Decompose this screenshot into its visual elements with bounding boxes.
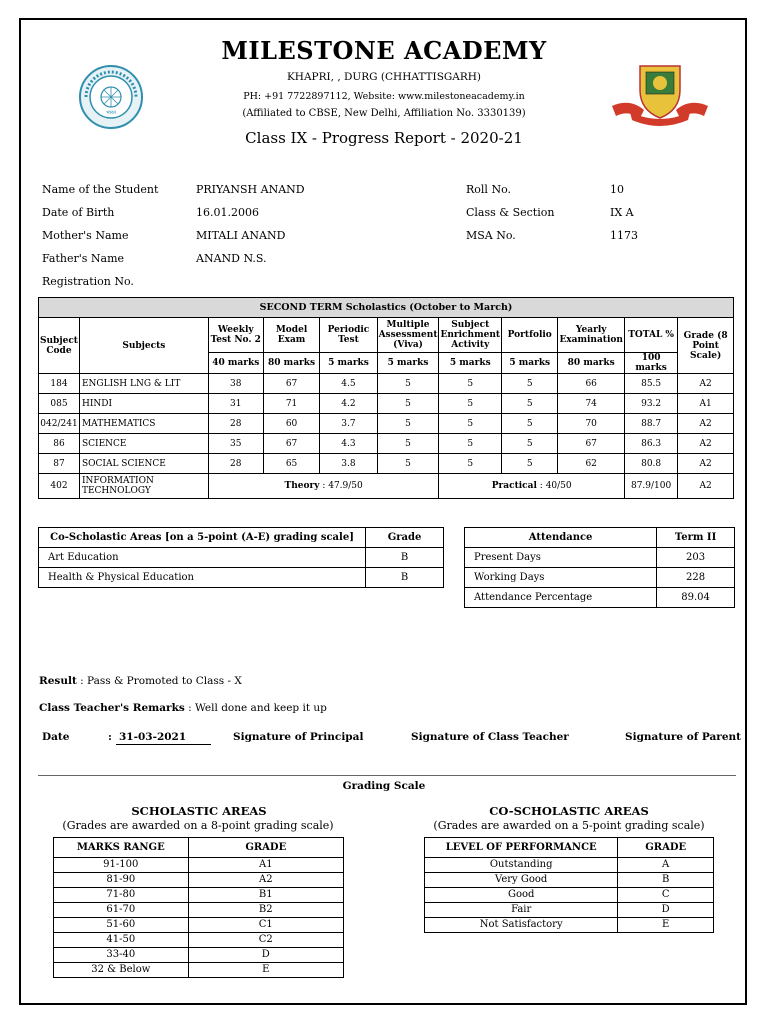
performance-level: Very Good [425,873,618,888]
marks-range: 91-100 [54,858,189,873]
portfolio-score: 5 [502,454,558,474]
subject-code: 87 [39,454,80,474]
performance-level: Outstanding [425,858,618,873]
col-portfolio: Portfolio [502,318,558,353]
father-name-label: Father's Name [42,252,125,265]
remarks-value: : Well done and keep it up [188,702,327,714]
portfolio-score: 5 [502,374,558,394]
table-row-it [39,474,734,499]
enrichment-score: 5 [439,414,502,434]
registration-label: Registration No. [42,275,134,288]
weekly-score: 28 [208,414,263,434]
mother-name: MITALI ANAND [196,229,286,242]
result-value: : Pass & Promoted to Class - X [80,675,242,687]
col-model-exam: Model Exam [263,318,320,353]
coscholastic-areas-sub: (Grades are awarded on a 5-point grading scale) [433,819,705,832]
attendance-term-header: Term II [657,528,735,548]
table-row [425,903,714,918]
result-label: Result [39,675,77,687]
subject-code: 402 [39,474,80,499]
table-row [39,434,734,454]
model-score: 60 [263,414,320,434]
multiple-score: 5 [377,394,439,414]
table-row [425,873,714,888]
yearly-score: 74 [558,394,625,414]
periodic-score: 3.8 [320,454,377,474]
subject-name: SCIENCE [79,434,208,454]
father-name: ANAND N.S. [196,252,267,265]
msa-value: 1173 [610,229,638,242]
coscholastic-grade: B [366,548,444,568]
enrichment-score: 5 [439,394,502,414]
school-name: MILESTONE ACADEMY [221,36,547,65]
table-row [54,918,344,933]
grade-header: GRADE [618,838,714,858]
theory-label: Theory [284,481,320,491]
grade: C2 [188,933,343,948]
coscholastic-table [38,527,444,588]
enrichment-score: 5 [439,454,502,474]
attendance-value: 228 [657,568,735,588]
table-row [465,588,735,608]
table-row [54,933,344,948]
grade: E [188,963,343,978]
weekly-score: 31 [208,394,263,414]
yearly-score: 70 [558,414,625,434]
total-score: 86.3 [624,434,677,454]
table-row [39,548,444,568]
marks-portfolio: 5 marks [502,353,558,374]
periodic-score: 3.7 [320,414,377,434]
table-row [425,918,714,933]
total-score: 85.5 [624,374,677,394]
mother-name-label: Mother's Name [42,229,129,242]
scholastic-band-title: SECOND TERM Scholastics (October to March) [39,298,734,318]
portfolio-score: 5 [502,434,558,454]
coscholastic-areas-title: CO-SCHOLASTIC AREAS [489,804,649,818]
roll-value: 10 [610,183,624,196]
performance-level: Good [425,888,618,903]
table-row [54,873,344,888]
enrichment-score: 5 [439,434,502,454]
col-periodic-test: Periodic Test [320,318,377,353]
marks-range: 33-40 [54,948,189,963]
table-row [54,888,344,903]
yearly-score: 62 [558,454,625,474]
yearly-score: 66 [558,374,625,394]
grade-header: GRADE [188,838,343,858]
subject-name: MATHEMATICS [79,414,208,434]
table-row [39,454,734,474]
table-row [39,374,734,394]
date-label: Date [42,731,70,743]
theory-value: : 47.9/50 [322,481,363,491]
table-row [425,858,714,873]
remarks-label: Class Teacher's Remarks [39,702,185,714]
col-total: TOTAL % [624,318,677,353]
subject-code: 184 [39,374,80,394]
grade: D [188,948,343,963]
table-row [465,548,735,568]
attendance-label: Working Days [465,568,657,588]
dob-label: Date of Birth [42,206,115,219]
marks-periodic: 5 marks [320,353,377,374]
student-name-label: Name of the Student [42,183,159,196]
enrichment-score: 5 [439,374,502,394]
periodic-score: 4.2 [320,394,377,414]
marks-enrichment: 5 marks [439,353,502,374]
table-row [54,903,344,918]
class-section-value: IX A [610,206,634,219]
cbse-logo-text: भारत [106,110,116,116]
model-score: 67 [263,434,320,454]
level-of-performance-header: LEVEL OF PERFORMANCE [425,838,618,858]
marks-model: 80 marks [263,353,320,374]
grade-value: A2 [678,474,734,499]
date-colon: : [108,731,112,743]
weekly-score: 28 [208,454,263,474]
class-section-label: Class & Section [466,206,555,219]
grade-value: A1 [678,394,734,414]
date-value-text: 31-03-2021 [119,731,187,743]
coscholastic-grade-table [424,837,714,933]
school-address: KHAPRI, , DURG (CHHATTISGARH) [286,71,482,83]
model-score: 65 [263,454,320,474]
subject-name: HINDI [79,394,208,414]
remarks-line [39,702,327,714]
practical-label: Practical [491,481,537,491]
periodic-score: 4.5 [320,374,377,394]
table-row [39,394,734,414]
it-theory [208,474,439,499]
model-score: 71 [263,394,320,414]
yearly-score: 67 [558,434,625,454]
coscholastic-grade-header: Grade [366,528,444,548]
subject-code: 085 [39,394,80,414]
col-yearly-exam: Yearly Examination [558,318,625,353]
table-row [39,414,734,434]
scholastic-grade-table [53,837,344,978]
result-line [39,675,242,687]
marks-total: 100 marks [624,353,677,374]
student-name: PRIYANSH ANAND [196,183,305,196]
multiple-score: 5 [377,454,439,474]
multiple-score: 5 [377,414,439,434]
marks-range: 61-70 [54,903,189,918]
marks-range: 41-50 [54,933,189,948]
periodic-score: 4.3 [320,434,377,454]
school-contact: PH: +91 7722897112, Website: www.milestoneacademy.in [243,91,525,102]
signature-principal: Signature of Principal [233,731,364,743]
dob-value: 16.01.2006 [196,206,259,219]
col-subjects: Subjects [79,318,208,374]
grade: B [618,873,714,888]
grade: B1 [188,888,343,903]
performance-level: Fair [425,903,618,918]
attendance-label: Present Days [465,548,657,568]
marks-weekly: 40 marks [208,353,263,374]
table-row [425,888,714,903]
performance-level: Not Satisfactory [425,918,618,933]
attendance-label: Attendance Percentage [465,588,657,608]
attendance-value: 89.04 [657,588,735,608]
date-value [116,731,211,745]
grade: B2 [188,903,343,918]
portfolio-score: 5 [502,394,558,414]
total-score: 93.2 [624,394,677,414]
scholastic-areas-sub: (Grades are awarded on a 8-point grading scale) [62,819,334,832]
grade: C [618,888,714,903]
weekly-score: 35 [208,434,263,454]
subject-name: ENGLISH LNG & LIT [79,374,208,394]
table-row [54,948,344,963]
grade-value: A2 [678,434,734,454]
grade-value: A2 [678,374,734,394]
attendance-header: Attendance [465,528,657,548]
coscholastic-area: Art Education [39,548,366,568]
grade: A [618,858,714,873]
weekly-score: 38 [208,374,263,394]
portfolio-score: 5 [502,414,558,434]
marks-range: 71-80 [54,888,189,903]
grade: A2 [188,873,343,888]
msa-label: MSA No. [466,229,516,242]
grade: C1 [188,918,343,933]
col-weekly-test: Weekly Test No. 2 [208,318,263,353]
multiple-score: 5 [377,434,439,454]
marks-multiple: 5 marks [377,353,439,374]
model-score: 67 [263,374,320,394]
grade-value: A2 [678,454,734,474]
col-subject-enrichment: Subject Enrichment Activity [439,318,502,353]
practical-value: : 40/50 [539,481,572,491]
coscholastic-grade: B [366,568,444,588]
coscholastic-area: Health & Physical Education [39,568,366,588]
subject-code: 042/241 [39,414,80,434]
roll-label: Roll No. [466,183,511,196]
table-row [39,568,444,588]
grade: D [618,903,714,918]
grade: A1 [188,858,343,873]
coscholastic-area-header: Co-Scholastic Areas [on a 5-point (A-E) grading scale] [39,528,366,548]
marks-range: 81-90 [54,873,189,888]
divider [38,775,736,776]
total-score: 87.9/100 [624,474,677,499]
col-multiple-assessment: Multiple Assessment (Viva) [377,318,439,353]
col-grade: Grade (8 Point Scale) [678,318,734,374]
grading-scale-title: Grading Scale [342,780,426,792]
table-row [54,858,344,873]
col-subject-code: Subject Code [39,318,80,374]
table-row [54,963,344,978]
table-row [465,568,735,588]
grade-value: A2 [678,414,734,434]
subject-code: 86 [39,434,80,454]
total-score: 80.8 [624,454,677,474]
grade: E [618,918,714,933]
total-score: 88.7 [624,414,677,434]
marks-range: 51-60 [54,918,189,933]
marks-range-header: MARKS RANGE [54,838,189,858]
report-title: Class IX - Progress Report - 2020-21 [245,129,523,147]
scholastic-areas-title: SCHOLASTIC AREAS [131,804,267,818]
it-practical [439,474,624,499]
multiple-score: 5 [377,374,439,394]
subject-name: SOCIAL SCIENCE [79,454,208,474]
signature-class-teacher: Signature of Class Teacher [411,731,569,743]
attendance-table [464,527,735,608]
attendance-value: 203 [657,548,735,568]
signature-parent: Signature of Parent [625,731,741,743]
marks-yearly: 80 marks [558,353,625,374]
marks-range: 32 & Below [54,963,189,978]
subject-name: INFORMATION TECHNOLOGY [79,474,208,499]
scholastic-table [38,297,734,499]
school-affiliation: (Affiliated to CBSE, New Delhi, Affiliation No. 3330139) [242,108,526,119]
